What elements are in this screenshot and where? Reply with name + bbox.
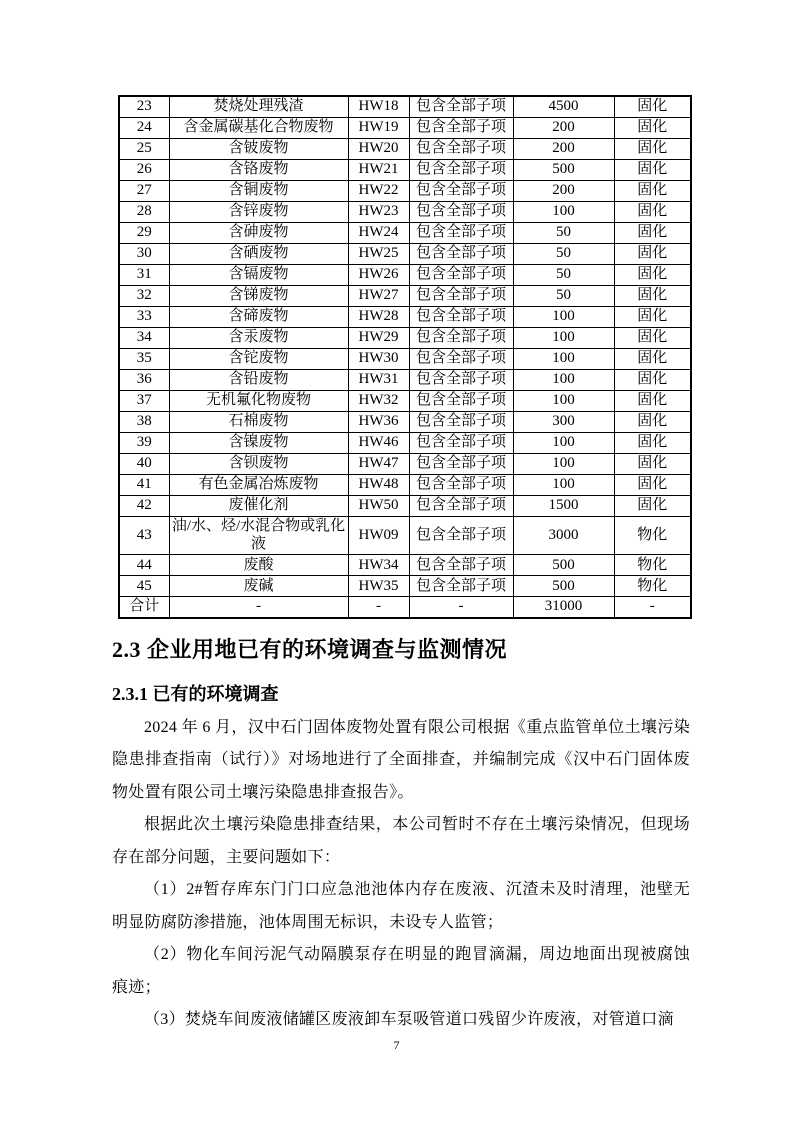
table-cell: 100 <box>513 201 614 222</box>
table-cell: 包含全部子项 <box>409 327 513 348</box>
table-row <box>119 306 691 327</box>
table-row <box>119 495 691 516</box>
table-row <box>119 432 691 453</box>
table-cell: HW26 <box>348 264 409 285</box>
table-cell: 含镍废物 <box>169 432 348 453</box>
table-cell: 固化 <box>614 222 691 243</box>
table-row <box>119 285 691 306</box>
table-cell: 24 <box>119 117 169 138</box>
table-cell: 32 <box>119 285 169 306</box>
table-row <box>119 555 691 576</box>
table-cell: 25 <box>119 138 169 159</box>
table-cell: 合计 <box>119 597 169 618</box>
page-content <box>112 95 690 1037</box>
table-row <box>119 453 691 474</box>
table-cell: 300 <box>513 411 614 432</box>
table-cell: 固化 <box>614 180 691 201</box>
table-row <box>119 180 691 201</box>
table-cell: 包含全部子项 <box>409 243 513 264</box>
table-cell: HW50 <box>348 495 409 516</box>
table-cell: HW29 <box>348 327 409 348</box>
table-cell: 固化 <box>614 327 691 348</box>
table-cell: 废催化剂 <box>169 495 348 516</box>
table-cell: 固化 <box>614 201 691 222</box>
table-cell: 含金属碳基化合物废物 <box>169 117 348 138</box>
table-cell: 废酸 <box>169 555 348 576</box>
body-text <box>112 712 690 1037</box>
table-cell: 29 <box>119 222 169 243</box>
table-cell: 包含全部子项 <box>409 222 513 243</box>
table-cell: 包含全部子项 <box>409 96 513 117</box>
table-row <box>119 222 691 243</box>
section-heading: 2.3 企业用地已有的环境调查与监测情况 <box>112 636 508 662</box>
table-cell: HW48 <box>348 474 409 495</box>
table-cell: 包含全部子项 <box>409 159 513 180</box>
table-cell: 30 <box>119 243 169 264</box>
table-cell: 40 <box>119 453 169 474</box>
table-cell: 35 <box>119 348 169 369</box>
table-row <box>119 597 691 618</box>
table-cell: 50 <box>513 222 614 243</box>
table-row <box>119 327 691 348</box>
table-row <box>119 474 691 495</box>
table-cell: 45 <box>119 576 169 597</box>
table-cell: 44 <box>119 555 169 576</box>
table-cell: HW22 <box>348 180 409 201</box>
table-cell: 固化 <box>614 432 691 453</box>
table-cell: 包含全部子项 <box>409 411 513 432</box>
table-cell: HW36 <box>348 411 409 432</box>
table-row <box>119 159 691 180</box>
table-cell: 包含全部子项 <box>409 180 513 201</box>
table-cell: 含硒废物 <box>169 243 348 264</box>
table-cell: 100 <box>513 306 614 327</box>
table-cell: HW35 <box>348 576 409 597</box>
table-cell: 37 <box>119 390 169 411</box>
page-number: 7 <box>393 1038 400 1052</box>
table-cell: 包含全部子项 <box>409 264 513 285</box>
table-cell: 31 <box>119 264 169 285</box>
paragraph-survey-intro: 2024 年 6 月，汉中石门固体废物处置有限公司根据《重点监管单位土壤污染隐患排查指南（试行）》对场地进行了全面排查，并编制完成《汉中石门固体废物处置有限公司土壤污染隐患排查报告》。 <box>112 718 690 801</box>
table-cell: 废碱 <box>169 576 348 597</box>
table-row <box>119 390 691 411</box>
table-cell: 含铅废物 <box>169 369 348 390</box>
table-cell: 固化 <box>614 117 691 138</box>
hazardous-waste-table <box>118 95 692 619</box>
table-cell: - <box>409 597 513 618</box>
table-cell: 100 <box>513 327 614 348</box>
table-cell: 固化 <box>614 474 691 495</box>
table-cell: 500 <box>513 159 614 180</box>
table-cell: 200 <box>513 117 614 138</box>
table-cell: 固化 <box>614 495 691 516</box>
table-cell: 500 <box>513 555 614 576</box>
table-cell: 100 <box>513 390 614 411</box>
table-cell: 包含全部子项 <box>409 117 513 138</box>
table-cell: 200 <box>513 180 614 201</box>
table-row <box>119 138 691 159</box>
table-row <box>119 411 691 432</box>
table-cell: 41 <box>119 474 169 495</box>
table-row <box>119 516 691 555</box>
table-cell: - <box>614 597 691 618</box>
table-cell: 包含全部子项 <box>409 390 513 411</box>
table-cell: 34 <box>119 327 169 348</box>
table-cell: 100 <box>513 474 614 495</box>
table-cell: HW25 <box>348 243 409 264</box>
table-cell: 包含全部子项 <box>409 285 513 306</box>
table-cell: 包含全部子项 <box>409 555 513 576</box>
table-cell: 油/水、烃/水混合物或乳化液 <box>169 516 348 555</box>
table-cell: 无机氟化物废物 <box>169 390 348 411</box>
table-cell: 500 <box>513 576 614 597</box>
table-row <box>119 243 691 264</box>
table-cell: 100 <box>513 369 614 390</box>
table-cell: 包含全部子项 <box>409 369 513 390</box>
table-cell: 100 <box>513 453 614 474</box>
table-row <box>119 576 691 597</box>
table-cell: 包含全部子项 <box>409 306 513 327</box>
table-cell: 38 <box>119 411 169 432</box>
table-cell: 23 <box>119 96 169 117</box>
table-cell: 含砷废物 <box>169 222 348 243</box>
table-cell: 包含全部子项 <box>409 138 513 159</box>
table-cell: 石棉废物 <box>169 411 348 432</box>
paragraph-issue-3: （3）焚烧车间废液储罐区废液卸车泵吸管道口残留少许废液，对管道口滴 <box>144 1011 674 1028</box>
table-cell: 固化 <box>614 264 691 285</box>
table-cell: 焚烧处理残渣 <box>169 96 348 117</box>
waste-table-body <box>119 96 691 618</box>
table-cell: HW27 <box>348 285 409 306</box>
table-cell: HW34 <box>348 555 409 576</box>
table-cell: 43 <box>119 516 169 555</box>
table-cell: 含碲废物 <box>169 306 348 327</box>
table-cell: 包含全部子项 <box>409 432 513 453</box>
table-cell: 50 <box>513 264 614 285</box>
table-cell: 3000 <box>513 516 614 555</box>
table-cell: 有色金属冶炼废物 <box>169 474 348 495</box>
table-cell: HW30 <box>348 348 409 369</box>
table-cell: 含汞废物 <box>169 327 348 348</box>
table-cell: 固化 <box>614 285 691 306</box>
table-cell: 包含全部子项 <box>409 576 513 597</box>
table-cell: HW20 <box>348 138 409 159</box>
table-row <box>119 117 691 138</box>
table-cell: HW23 <box>348 201 409 222</box>
table-row <box>119 348 691 369</box>
table-cell: 固化 <box>614 159 691 180</box>
table-cell: 含锑废物 <box>169 285 348 306</box>
table-cell: 物化 <box>614 555 691 576</box>
table-cell: 50 <box>513 285 614 306</box>
table-cell: HW21 <box>348 159 409 180</box>
table-cell: HW46 <box>348 432 409 453</box>
paragraph-issue-1: （1）2#暂存库东门门口应急池池体内存在废液、沉渣未及时清理，池壁无明显防腐防渗措施，池体周围无标识，未设专人监管； <box>112 881 690 931</box>
table-cell: 26 <box>119 159 169 180</box>
table-cell: HW09 <box>348 516 409 555</box>
table-cell: 固化 <box>614 96 691 117</box>
table-cell: 固化 <box>614 390 691 411</box>
table-cell: 含铬废物 <box>169 159 348 180</box>
table-cell: 39 <box>119 432 169 453</box>
table-cell: 固化 <box>614 453 691 474</box>
table-cell: 100 <box>513 432 614 453</box>
table-cell: 固化 <box>614 243 691 264</box>
table-cell: 27 <box>119 180 169 201</box>
table-cell: 100 <box>513 348 614 369</box>
table-cell: 含锌废物 <box>169 201 348 222</box>
table-cell: 50 <box>513 243 614 264</box>
table-cell: 42 <box>119 495 169 516</box>
table-cell: HW31 <box>348 369 409 390</box>
table-cell: 固化 <box>614 411 691 432</box>
table-cell: 物化 <box>614 516 691 555</box>
table-cell: 含钡废物 <box>169 453 348 474</box>
table-cell: 包含全部子项 <box>409 516 513 555</box>
table-row <box>119 96 691 117</box>
table-cell: 固化 <box>614 138 691 159</box>
paragraph-survey-result: 根据此次土壤污染隐患排查结果，本公司暂时不存在土壤污染情况，但现场存在部分问题，主要问题如下： <box>112 816 690 866</box>
table-cell: 物化 <box>614 576 691 597</box>
table-cell: 包含全部子项 <box>409 474 513 495</box>
table-cell: - <box>169 597 348 618</box>
table-cell: 200 <box>513 138 614 159</box>
paragraph-issue-2: （2）物化车间污泥气动隔膜泵存在明显的跑冒滴漏，周边地面出现被腐蚀痕迹； <box>112 946 690 996</box>
table-cell: 28 <box>119 201 169 222</box>
table-cell: 固化 <box>614 348 691 369</box>
subsection-heading: 2.3.1 已有的环境调查 <box>112 683 279 704</box>
table-cell: 包含全部子项 <box>409 201 513 222</box>
table-row <box>119 201 691 222</box>
table-cell: 包含全部子项 <box>409 348 513 369</box>
table-cell: HW19 <box>348 117 409 138</box>
table-cell: 4500 <box>513 96 614 117</box>
table-cell: HW24 <box>348 222 409 243</box>
table-cell: 含铍废物 <box>169 138 348 159</box>
table-cell: 36 <box>119 369 169 390</box>
table-cell: - <box>348 597 409 618</box>
table-cell: 固化 <box>614 369 691 390</box>
table-cell: HW28 <box>348 306 409 327</box>
table-cell: 包含全部子项 <box>409 495 513 516</box>
table-cell: 含铜废物 <box>169 180 348 201</box>
table-cell: 含镉废物 <box>169 264 348 285</box>
table-cell: 1500 <box>513 495 614 516</box>
table-row <box>119 264 691 285</box>
table-cell: 31000 <box>513 597 614 618</box>
table-cell: 包含全部子项 <box>409 453 513 474</box>
table-cell: 含铊废物 <box>169 348 348 369</box>
table-cell: HW18 <box>348 96 409 117</box>
table-cell: HW47 <box>348 453 409 474</box>
table-cell: 33 <box>119 306 169 327</box>
table-row <box>119 369 691 390</box>
table-cell: 固化 <box>614 306 691 327</box>
table-cell: HW32 <box>348 390 409 411</box>
